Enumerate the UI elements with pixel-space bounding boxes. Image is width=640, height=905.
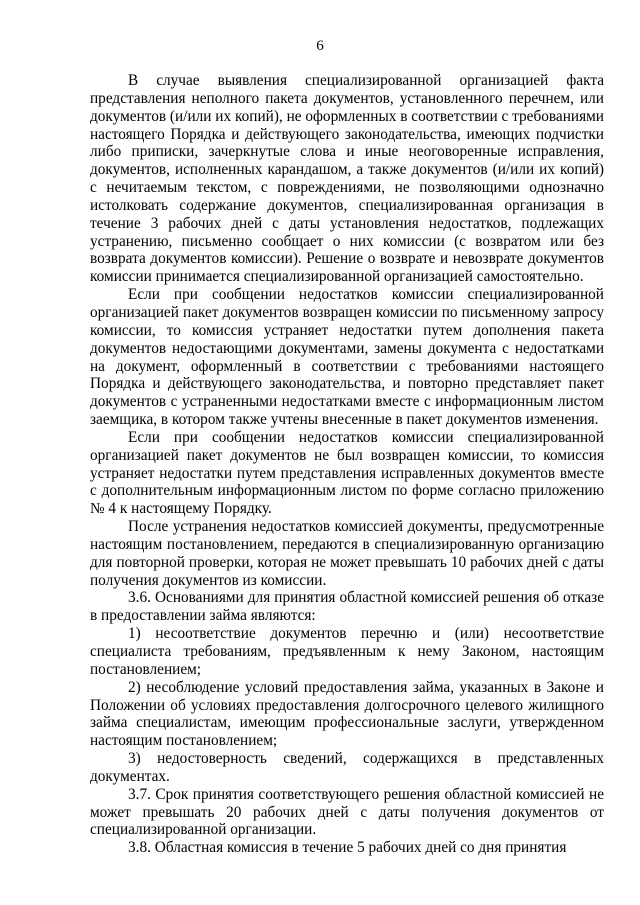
paragraph-not-returned-package: Если при сообщении недостатков комиссии специализированной организацией пакет документов не был возвращен комиссии, то комиссия устраняет недостатки путем представления исправленных документов вместе с дополнительным информационным листом по форме согласно приложению № 4 к настоящему Порядку. bbox=[90, 428, 604, 518]
page-number: 6 bbox=[316, 38, 324, 54]
list-item-1: 1) несоответствие документов перечню и (или) несоответствие специалиста требованиям, предъявленным к нему Законом, настоящим постановлением; bbox=[90, 625, 604, 678]
paragraph-returned-package: Если при сообщении недостатков комиссии специализированной организацией пакет документов возвращен комиссии по письменному запросу комиссии, то комиссия устраняет недостатки путем дополнения пакета документов недостающими документами, замены документа с недостатками на документ, оформленный в соответствии с требованиями настоящего Порядка и действующего законодательства, и повторно представляет пакет документов с устраненными недостатками вместе с информационным листом заемщика, в котором также учтены внесенные в пакет документов изменения. bbox=[90, 286, 604, 429]
paragraph-repeat-check: После устранения недостатков комиссией документы, предусмотренные настоящим постановлением, передаются в специализированную организацию для повторной проверки, которая не может превышать 10 рабочих дней с даты получения документов из комиссии. bbox=[90, 518, 604, 589]
list-item-3: 3) недостоверность сведений, содержащихся в представленных документах. bbox=[90, 750, 604, 785]
paragraph-section-3-8: 3.8. Областная комиссия в течение 5 рабочих дней со дня принятия bbox=[128, 839, 567, 857]
paragraph-deficiencies-notice: В случае выявления специализированной организацией факта представления неполного пакета документов, установленного перечнем, или документов (и/или их копий), не оформленных в соответствии с требованиями настоящего Порядка и действующего законодательства, имеющих подчистки либо приписки, зачеркнутые слова и иные неоговоренные исправления, документов, исполненных карандашом, а также документов (и/или их копий) с нечитаемым текстом, с повреждениями, не позволяющими однозначно истолковать содержание документов, специализированная организация в течение 3 рабочих дней с даты установления недостатков, подлежащих устранению, письменно сообщает о них комиссии (с возвратом или без возврата документов комиссии). Решение о возврате и невозврате документов комиссии принимается специализированной организацией самостоятельно. bbox=[90, 72, 604, 286]
paragraph-section-3-7: 3.7. Срок принятия соответствующего решения областной комиссией не может превышать 20 рабочих дней с даты получения документов от специализированной организации. bbox=[90, 785, 604, 839]
document-body bbox=[90, 72, 604, 857]
paragraph-section-3-6: 3.6. Основаниями для принятия областной комиссией решения об отказе в предоставлении займа являются: bbox=[90, 589, 604, 625]
list-item-2: 2) несоблюдение условий предоставления займа, указанных в Законе и Положении об условиях предоставления долгосрочного целевого жилищного займа специалистам, имеющим профессиональные заслуги, утвержденном настоящим постановлением; bbox=[90, 678, 604, 750]
